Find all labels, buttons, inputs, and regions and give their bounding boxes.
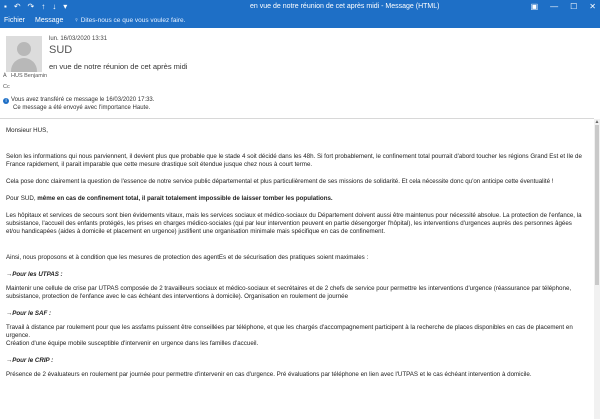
title-bar	[0, 0, 600, 14]
vertical-scrollbar[interactable]	[594, 119, 600, 419]
section-utpas-text: Maintenir une cellule de crise par UTPAS composée de 2 travailleurs sociaux et médico-sociaux et secrétaires et de 2 chefs de service pour permettre les interventions d'urgence (réassurance par téléphone, subsistance, protection de l'enfance avec le cas échéant des interventions à domicile). Organisation en roulement de journée	[6, 285, 572, 300]
section-crip-title: →Pour le CRIP :	[6, 357, 54, 364]
to-recipient[interactable]: HUS Benjamin	[11, 73, 48, 79]
cc-label: Cc	[3, 84, 10, 90]
dropdown-icon[interactable]: ▾	[63, 2, 68, 11]
window-controls	[531, 1, 596, 12]
undo-icon[interactable]: ↶	[13, 2, 21, 11]
quick-access-toolbar	[4, 2, 67, 12]
message-date: lun. 16/03/2020 13:31	[49, 36, 108, 42]
avatar	[6, 36, 42, 72]
section-saf-text: Travail à distance par roulement pour que les assfams puissent être conseillées par téléphone, et que les chargés d'accompagnement participent à la recherche de places disponibles en cas de placement en urgence. Création d'une équipe mobile susceptible d'intervenir en urgence dans les familles d'accueil.	[6, 324, 573, 347]
message-body	[6, 127, 586, 388]
window-title: en vue de notre réunion de cet après midi - Message (HTML)	[250, 3, 440, 10]
avatar-body	[11, 58, 37, 72]
paragraph-4: Les hôpitaux et services de secours sont bien évidements vitaux, mais les services sociaux et médico-sociaux du Département doivent aussi être maintenus pour nécessité absolue. La protection de l'enfance, la subsistance, l'accueil des enfants protégés, les prises en charges médico-sociales (qui par leur intervention peuvent en partie désengorger l'hôpital), les interventions d'urgences auprès des personnes âgées et/ou handicapées (aides à domicile et placement en urgence) justifient une organisation minimale mais spécifique en cas de confinement.	[6, 212, 582, 235]
ribbon	[0, 14, 600, 28]
tell-me-search[interactable]: ♀ Dites-nous ce que vous voulez faire.	[74, 17, 186, 24]
up-arrow-icon[interactable]: ↑	[41, 2, 46, 11]
lightbulb-icon: ♀	[74, 17, 81, 24]
header-separator	[0, 118, 594, 119]
paragraph-3: Pour SUD, même en cas de confinement total, il parait totalement impossible de laisser tomber les populations.	[6, 195, 333, 202]
section-saf-title: →Pour le SAF :	[6, 310, 52, 317]
scrollbar-thumb[interactable]	[595, 125, 599, 285]
section-crip-text: Présence de 2 évaluateurs en roulement par journée pour permettre d'intervenir en cas d'urgence. Pré évaluations par téléphone en lien avec l'UTPAS et le cas échéant intervention à domicile.	[6, 371, 532, 378]
paragraph-5: Ainsi, nous proposons et à condition que les mesures de protection des agentEs et de sécurisation des pratiques soient maximales :	[6, 254, 369, 261]
down-arrow-icon[interactable]: ↓	[52, 2, 57, 11]
info-icon: i	[3, 98, 9, 104]
message-subject: en vue de notre réunion de cet après midi	[49, 62, 188, 71]
tab-fichier[interactable]: Fichier	[4, 17, 26, 24]
save-icon[interactable]: ▪	[4, 2, 7, 11]
maximize-icon[interactable]: ☐	[570, 2, 578, 11]
greeting: Monsieur HUS,	[6, 127, 48, 134]
blank-line	[6, 245, 586, 254]
close-icon[interactable]: ✕	[589, 2, 596, 11]
sender-name[interactable]: SUD	[49, 44, 73, 56]
section-utpas-title: →Pour les UTPAS :	[6, 271, 63, 278]
redo-icon[interactable]: ↷	[27, 2, 35, 11]
to-label: À	[3, 73, 7, 79]
info-forwarded: Vous avez transféré ce message le 16/03/2020 17:33.	[11, 97, 155, 103]
paragraph-1: Selon les informations qui nous parviennent, il devient plus que probable que le stade 4 soit décidé dans les 48h. Si fort probablement, le confinement total pourrait d'abord toucher les régions Grand Est et Ile de France rapidement, il parait imparable que cette mesure drastique soit étendue jusque chez nous à court terme.	[6, 153, 582, 168]
tab-message[interactable]: Message	[35, 17, 64, 24]
minimize-icon[interactable]: —	[550, 2, 559, 11]
ribbon-display-icon[interactable]: ▣	[530, 2, 539, 11]
info-importance: Ce message a été envoyé avec l'importance Haute.	[13, 105, 151, 111]
paragraph-2: Cela pose donc clairement la question de l'essence de notre service public départemental et plus particulièrement de ses missions de solidarité. Et cela nécessite donc qu'on anticipe cette éventualité !	[6, 178, 554, 185]
avatar-head	[17, 42, 31, 56]
blank-line	[6, 144, 586, 153]
scroll-up-icon[interactable]: ▲	[594, 119, 600, 125]
info-bar	[3, 96, 154, 112]
